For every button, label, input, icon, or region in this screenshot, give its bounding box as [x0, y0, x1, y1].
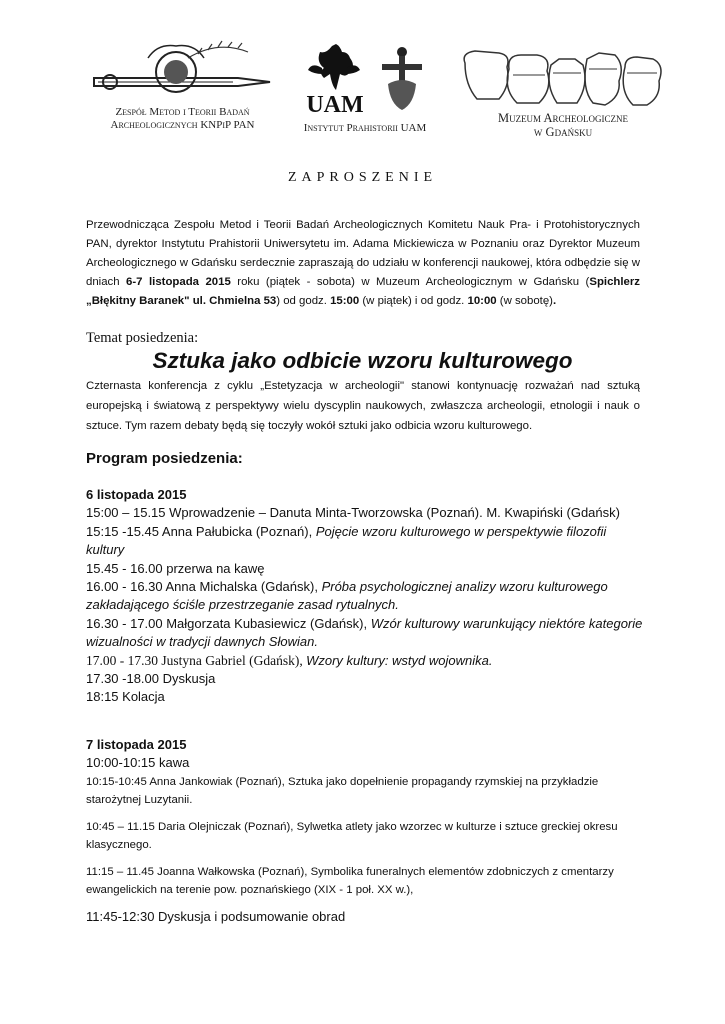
logo-instytut-prahistorii — [285, 40, 445, 135]
day-date: 6 listopada 2015 — [86, 487, 187, 502]
program-day-2 — [86, 736, 646, 926]
intro-text: ) od godz. — [276, 295, 331, 307]
day-date: 7 listopada 2015 — [86, 737, 187, 752]
right-logo-caption-2: w Gdańsku — [533, 125, 593, 139]
program-item: 16.00 - 16.30 Anna Michalska (Gdańsk), Próba psychologicznej analizy wzoru kulturowego zakładającego ściśle przestrzeganie zasad rytualnych. — [86, 579, 608, 613]
center-logo-caption: Instytut Prahistorii UAM — [303, 122, 427, 134]
intro-time-1: 15:00 — [330, 295, 360, 307]
eagle-icon — [308, 44, 360, 90]
program-item: 15:00 – 15.15 Wprowadzenie – Danuta Minta-Tworzowska (Poznań). M. Kwapiński (Gdańsk) — [86, 505, 620, 521]
uam-mark: UAM — [306, 92, 364, 118]
program-item: 17.00 - 17.30 Justyna Gabriel (Gdańsk), Wzory kultury: wstyd wojownika. — [86, 652, 493, 668]
intro-text: Przewodnicząca Zespołu Metod i Teorii Badań Archeologicznych Komitetu Nauk Pra- i Protohistorycznych PAN, dyrektor Instytutu Prahistorii Uniwersytetu im. Adama Mickiewicza w Poznaniu oraz Dyrektor Muzeum Archeologicznego w Gdańsku serdecznie zapraszają do udziału w konferencji naukowej, która odbędzie się w dniach — [86, 219, 640, 288]
logo-muzeum-archeologiczne — [458, 45, 668, 139]
intro-text: (w sobotę) — [496, 295, 553, 307]
right-logo-caption-1: Muzeum Archeologiczne — [497, 111, 629, 125]
intro-text: (w piątek) i od godz. — [359, 295, 468, 307]
program-item: 15:15 -15.45 Anna Pałubicka (Poznań), Pojęcie wzoru kulturowego w perspektywie filozofii kultury — [86, 523, 607, 558]
program-item: 11:45-12:30 Dyskusja i podsumowanie obrad — [86, 908, 346, 924]
program-item: 18:15 Kolacja — [86, 689, 165, 705]
program-item: 17.30 -18.00 Dyskusja — [86, 671, 216, 687]
intro-period: . — [552, 295, 557, 307]
program-item: 15.45 - 16.00 przerwa na kawę — [86, 560, 265, 576]
program-item: 11:15 – 11.45 Joanna Wałkowska (Poznań), Symbolika funeralnych elementów zdobniczych z cmentarzy ewangelickich na terenie pow. poznańskiego (XIX - 1 poł. XX w.), — [86, 865, 614, 897]
pottery-icon — [459, 45, 667, 111]
intro-time-2: 10:00 — [467, 295, 497, 307]
topic-title: Sztuka jako odbicie wzoru kulturowego — [152, 348, 573, 373]
figurine-icon — [382, 47, 422, 110]
program-item: 16.30 - 17.00 Małgorzata Kubasiewicz (Gdańsk), Wzór kulturowy warunkujący niektóre kategorie wizualności w tradycji dawnych Słowian. — [86, 615, 643, 650]
intro-text: roku (piątek - sobota) w Muzeum Archeologicznym w Gdańsku ( — [230, 276, 590, 288]
topic-label: Temat posiedzenia: — [86, 330, 199, 346]
logo-zespol-metod — [85, 38, 280, 132]
program-item: 10:45 – 11.15 Daria Olejniczak (Poznań), Sylwetka atlety jako wzorzec w kulturze i sztuce greckiej okresu klasycznego. — [86, 820, 618, 852]
intro-venue: Spichlerz „Błękitny Baranek" ul. Chmielna 53 — [86, 276, 640, 307]
sword-emblem-icon — [88, 38, 278, 106]
left-logo-caption-1: Zespół Metod i Teorii Badań — [115, 106, 250, 118]
invitation-heading: ZAPROSZENIE — [287, 170, 438, 185]
intro-paragraph — [86, 216, 640, 311]
program-heading: Program posiedzenia: — [86, 450, 243, 467]
program-day-1 — [86, 486, 646, 707]
program-item: 10:00-10:15 kawa — [86, 755, 190, 771]
intro-dates: 6-7 listopada 2015 — [126, 276, 231, 288]
topic-description: Czternasta konferencja z cyklu „Estetyzacja w archeologii" stanowi kontynuację rozważań nad sztuką europejską i światową z perspektywy wielu dyscyplin naukowych, zwłaszcza archeologii, etnologii i nauk o sztuce. Tym razem debaty będą się toczyły wokół sztuki jako odbicia wzoru kulturowego. — [86, 380, 640, 432]
program-item: 10:15-10:45 Anna Jankowiak (Poznań), Sztuka jako dopełnienie propagandy rzymskiej na przykładzie starożytnej Luzytanii. — [86, 775, 599, 807]
left-logo-caption-2: Archeologicznych KNPiP PAN — [110, 119, 255, 131]
uam-emblem-icon — [290, 40, 440, 122]
